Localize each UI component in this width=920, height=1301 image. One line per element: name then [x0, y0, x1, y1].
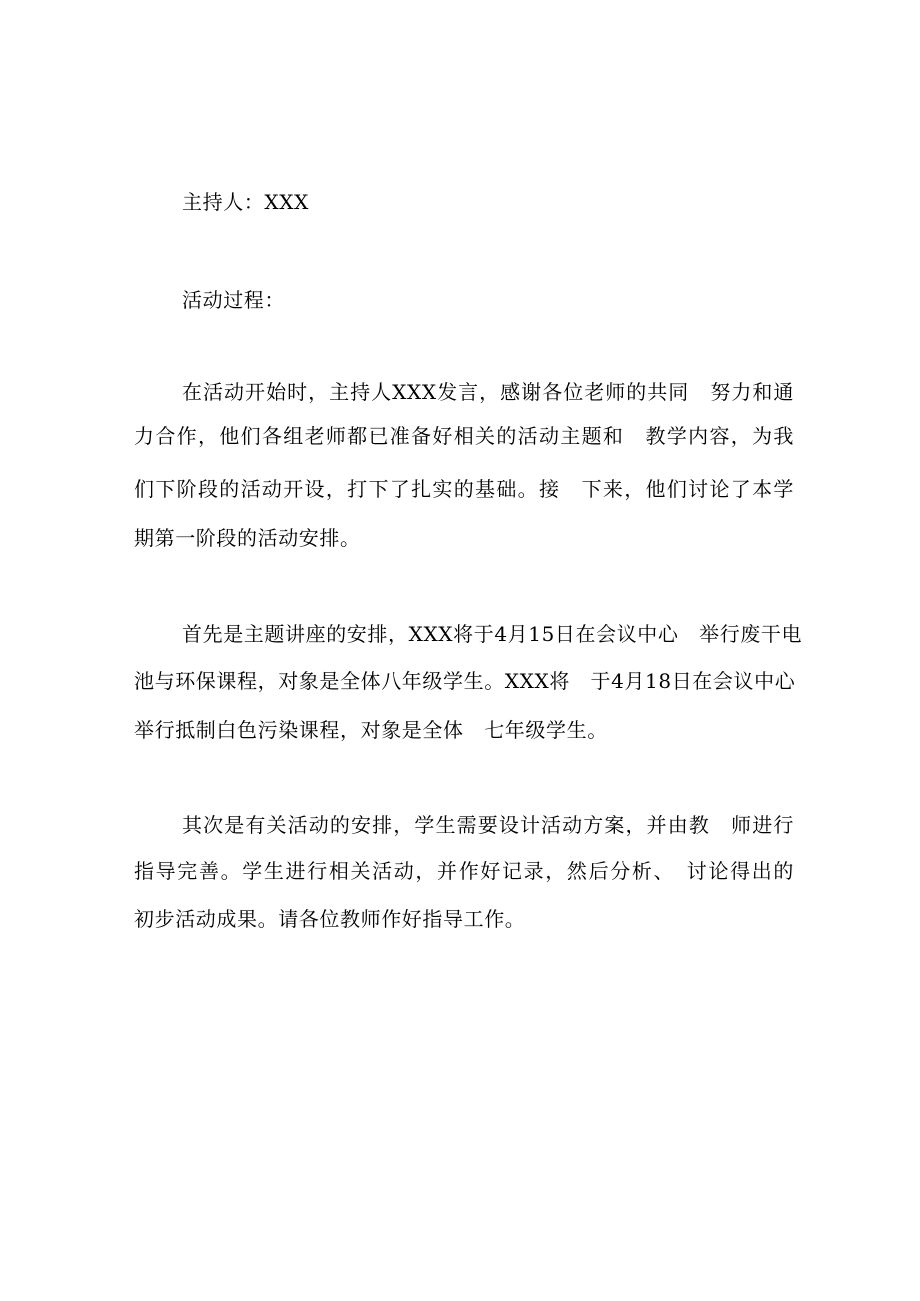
paragraph-line: 指导完善。学生进行相关活动，并作好记录，然后分析、 讨论得出的: [134, 859, 794, 883]
paragraph-line: 力合作，他们各组老师都已准备好相关的活动主题和 教学内容，为我: [134, 424, 794, 448]
paragraph-line: 其次是有关活动的安排，学生需要设计活动方案，并由教 师进行: [182, 813, 794, 837]
paragraph-line: 期第一阶段的活动安排。: [134, 526, 361, 550]
paragraph-line: 池与环保课程，对象是全体八年级学生。XXX将 于4月18日在会议中心: [134, 669, 796, 693]
paragraph-line: 首先是主题讲座的安排，XXX将于4月15日在会议中心 举行废干电: [182, 622, 803, 646]
paragraph-line: 在活动开始时，主持人XXX发言，感谢各位老师的共同 努力和通: [182, 380, 794, 404]
host-line: 主持人：XXX: [182, 190, 309, 214]
paragraph-line: 初步活动成果。请各位教师作好指导工作。: [134, 907, 526, 931]
process-heading: 活动过程：: [182, 288, 285, 312]
paragraph-line: 举行抵制白色污染课程，对象是全体 七年级学生。: [134, 718, 608, 742]
paragraph-line: 们下阶段的活动开设，打下了扎实的基础。接 下来，他们讨论了本学: [134, 477, 794, 501]
